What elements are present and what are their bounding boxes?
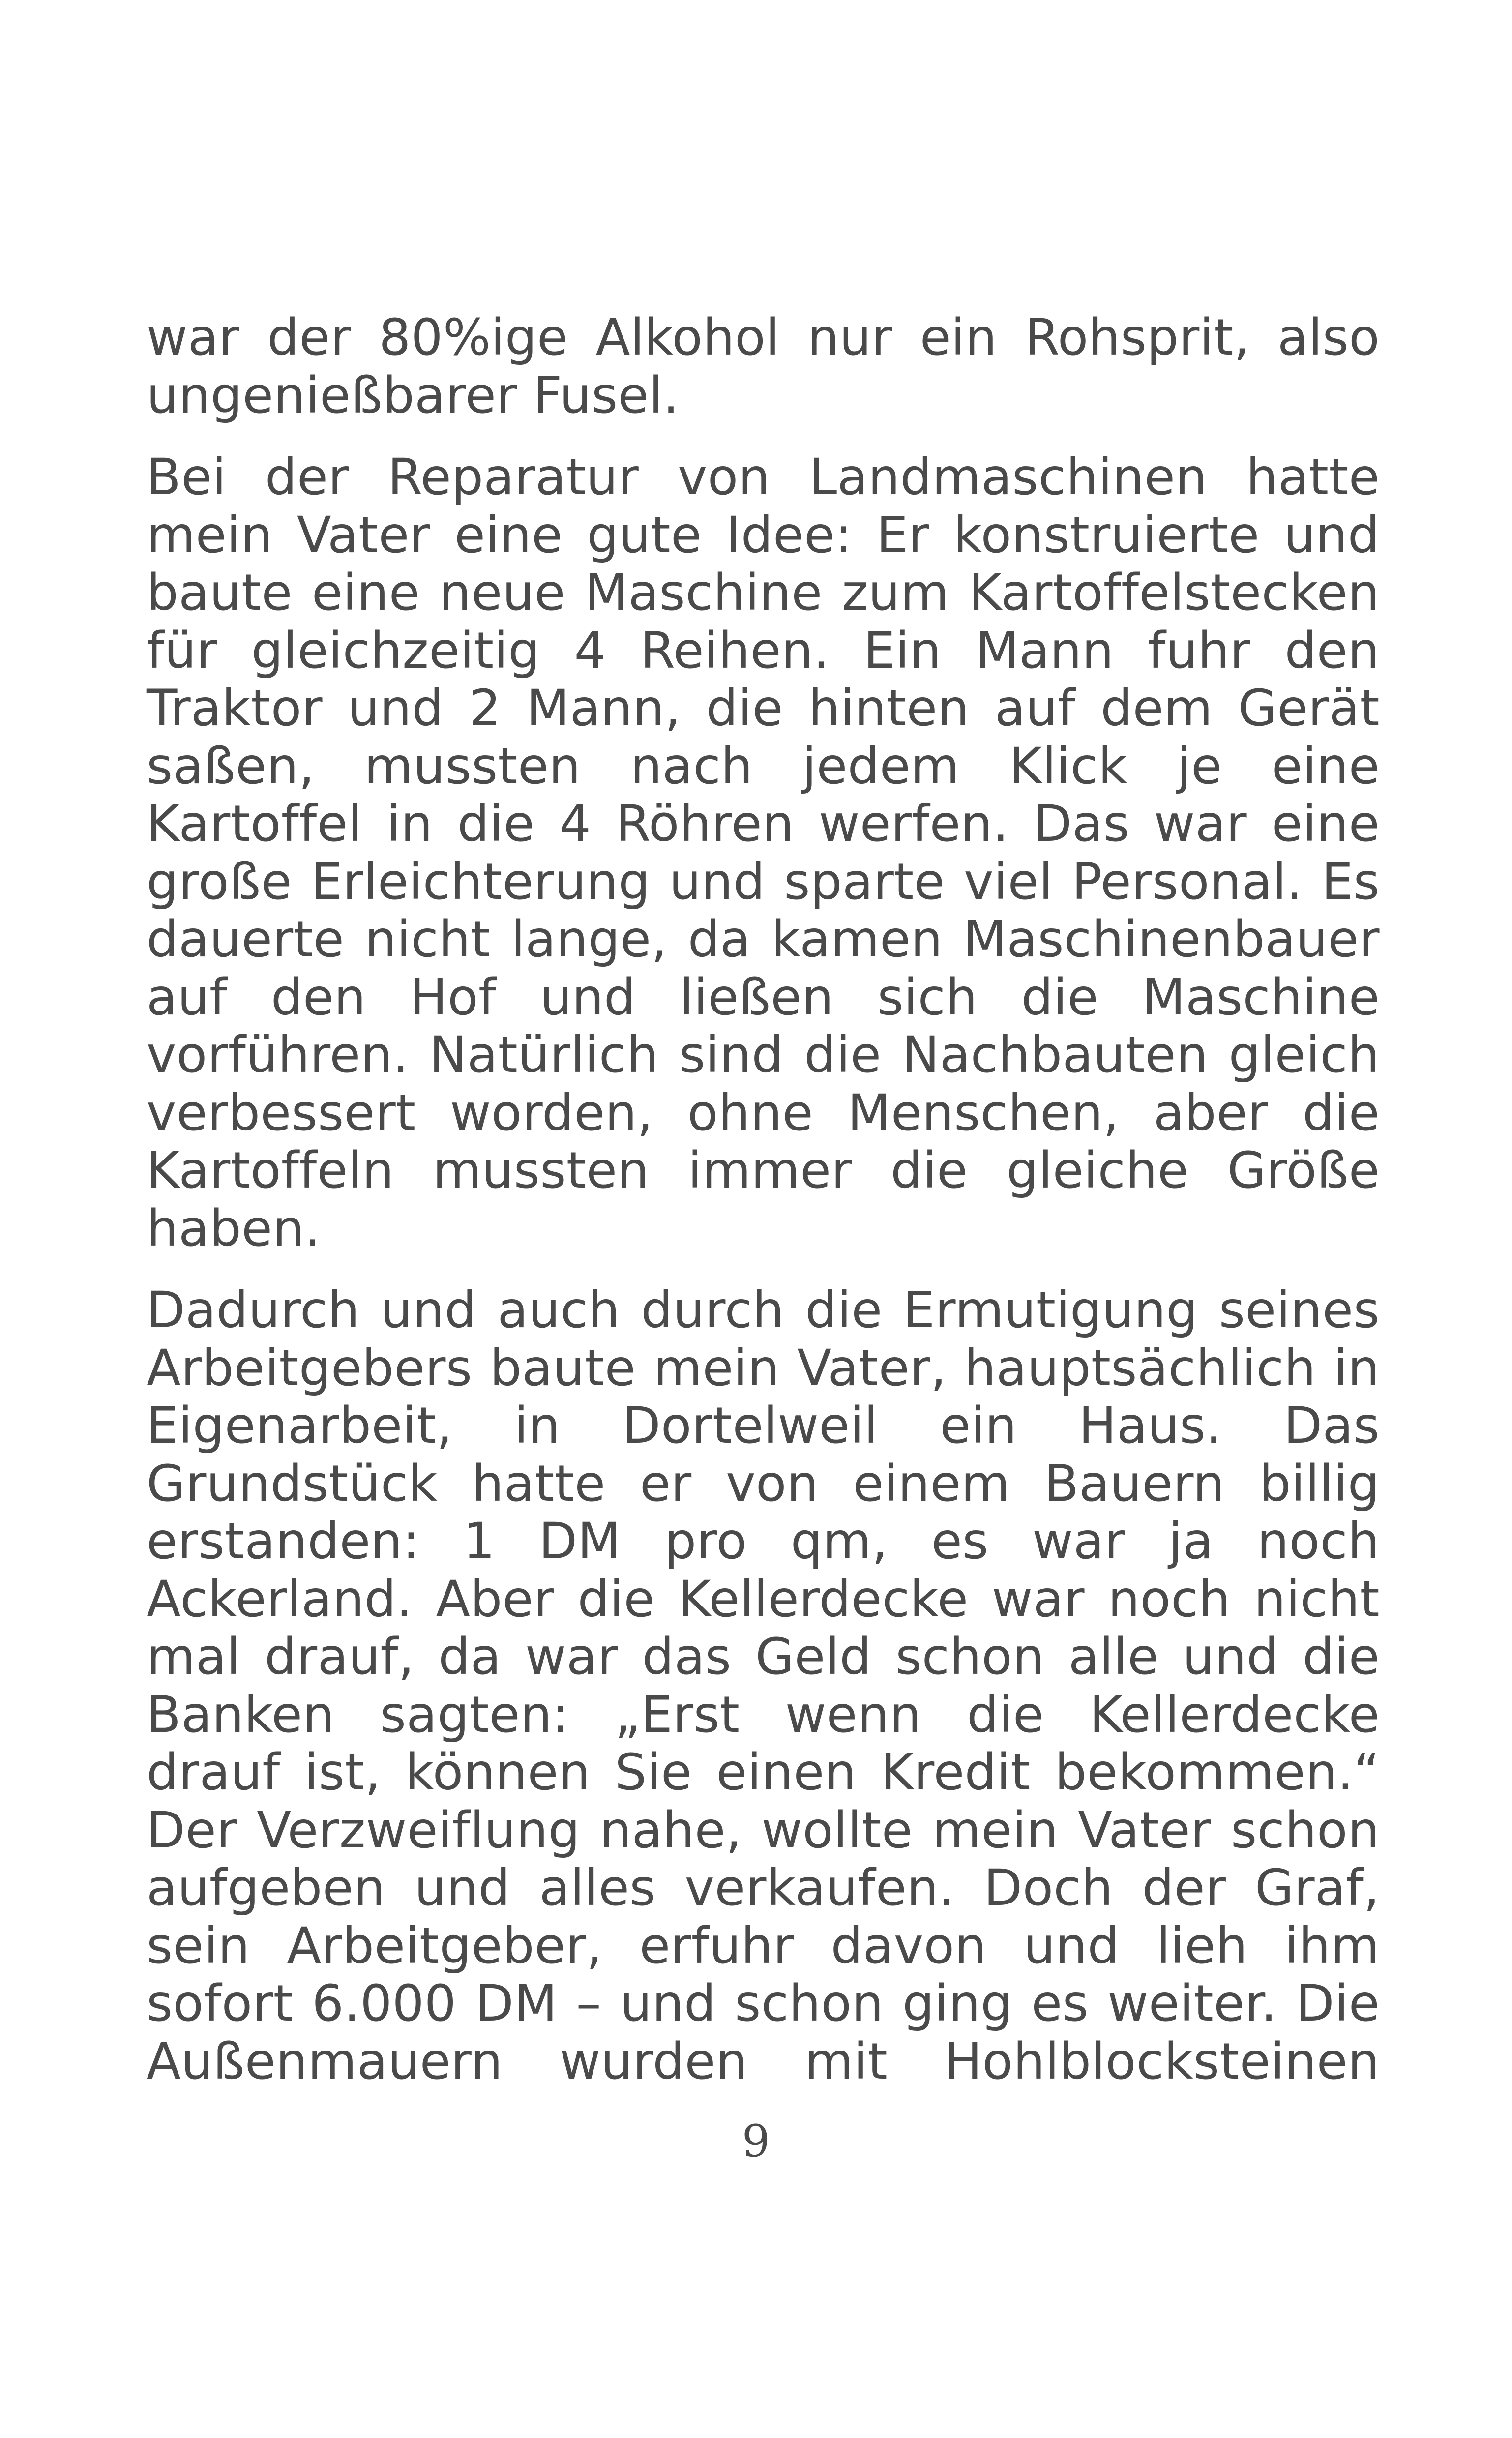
paragraph-2: Bei der Reparatur von Landmaschinen hatte mein Vater eine gute Idee: Er konstruierte und baute eine neue Maschine zum Kartoffelstecken für gleichzeitig 4 Reihen. Ein Mann fuhr den Traktor und 2 Mann, die hinten auf dem Gerät saßen, mussten nach jedem Klick je eine Kartoffel in die 4 Röhren werfen. Das war eine große Erleichterung und sparte viel Personal. Es dauerte nicht lange, da kamen Maschinenbauer auf den Hof und ließen sich die Maschine vorführen. Natürlich sind die Nachbauten gleich verbessert worden, ohne Menschen, aber die Kartoffeln mussten immer die gleiche Größe haben. [147,448,1380,1258]
page-number: 9 [741,2115,771,2167]
paragraph-3: Dadurch und auch durch die Ermutigung seines Arbeitgebers baute mein Vater, hauptsächlich in Eigenarbeit, in Dortelweil ein Haus. Das Grundstück hatte er von einem Bauern billig erstanden: 1 DM pro qm, es war ja noch Ackerland. Aber die Kellerdecke war noch nicht mal drauf, da war das Geld schon alle und die Banken sagten: „Erst wenn die Kellerdecke drauf ist, können Sie einen Kredit bekommen.“ Der Verzweiflung nahe, wollte mein Vater schon aufgeben und alles verkaufen. Doch der Graf, sein Arbeitgeber, erfuhr davon und lieh ihm sofort 6.000 DM – und schon ging es weiter. Die Außenmauern wurden mit Hohlblocksteinen [147,1281,1380,2091]
paragraph-1: war der 80%ige Alkohol nur ein Rohsprit, also ungenießbarer Fusel. [147,308,1380,425]
body-text [147,309,1380,2090]
